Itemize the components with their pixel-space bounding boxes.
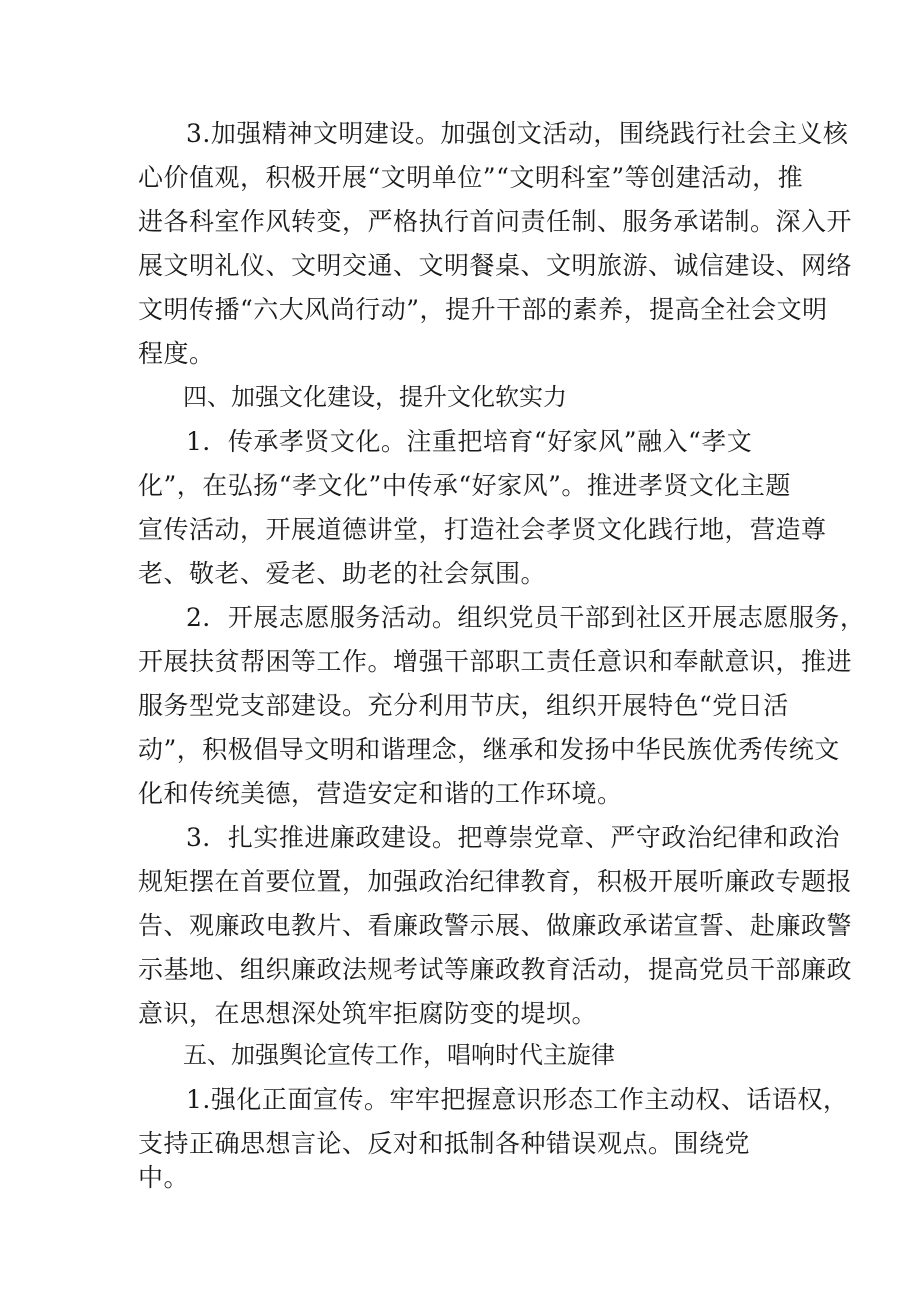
paragraph-line: 1.强化正面宣传。牢牢把握意识形态工作主动权、话语权， [186,1085,849,1114]
paragraph-line: 示基地、组织廉政法规考试等廉政教育活动，提高党员干部廉政 [138,955,853,984]
paragraph-line: 3.加强精神文明建设。加强创文活动，围绕践行社会主义核 [186,119,849,148]
paragraph-line: 程度。 [138,339,215,368]
paragraph-line: 1．传承孝贤文化。注重把培育“好家风”融入“孝文 [186,427,753,456]
paragraph-line: 规矩摆在首要位置，加强政治纪律教育，积极开展听廉政专题报 [138,867,853,896]
paragraph-line: 心价值观，积极开展“文明单位”“文明科室”等创建活动，推 [138,163,804,192]
paragraph-line: 化”，在弘扬“孝文化”中传承“好家风”。推进孝贤文化主题 [138,471,791,500]
section-heading: 四、加强文化建设，提升文化软实力 [183,383,567,411]
paragraph-line: 意识，在思想深处筑牢拒腐防变的堤坝。 [138,999,598,1028]
paragraph-line: 化和传统美德，营造安定和谐的工作环境。 [138,779,623,808]
paragraph-line: 老、敬老、爱老、助老的社会氛围。 [138,559,547,588]
paragraph-line: 文明传播“六大风尚行动”，提升干部的素养，提高全社会文明 [138,295,828,324]
paragraph-line: 进各科室作风转变，严格执行首问责任制、服务承诺制。深入开 [138,207,853,236]
paragraph-line: 2．开展志愿服务活动。组织党员干部到社区开展志愿服务， [186,603,866,632]
paragraph-line: 服务型党支部建设。充分利用节庆，组织开展特色“党日活 [138,691,789,720]
paragraph-line: 开展扶贫帮困等工作。增强干部职工责任意识和奉献意识，推进 [138,647,853,676]
paragraph-line: 宣传活动，开展道德讲堂，打造社会孝贤文化践行地，营造尊 [138,515,827,544]
paragraph-line: 3．扎实推进廉政建设。把尊崇党章、严守政治纪律和政治 [186,823,840,852]
paragraph-line: 中。 [138,1163,190,1192]
section-heading: 五、加强舆论宣传工作，唱响时代主旋律 [183,1041,615,1069]
paragraph-line: 展文明礼仪、文明交通、文明餐桌、文明旅游、诚信建设、网络 [138,251,853,280]
paragraph-line: 告、观廉政电教片、看廉政警示展、做廉政承诺宣誓、赴廉政警 [138,911,853,940]
paragraph-line: 支持正确思想言论、反对和抵制各种错误观点。围绕党 [138,1129,751,1158]
paragraph-line: 动”，积极倡导文明和谐理念，继承和发扬中华民族优秀传统文 [138,735,840,764]
